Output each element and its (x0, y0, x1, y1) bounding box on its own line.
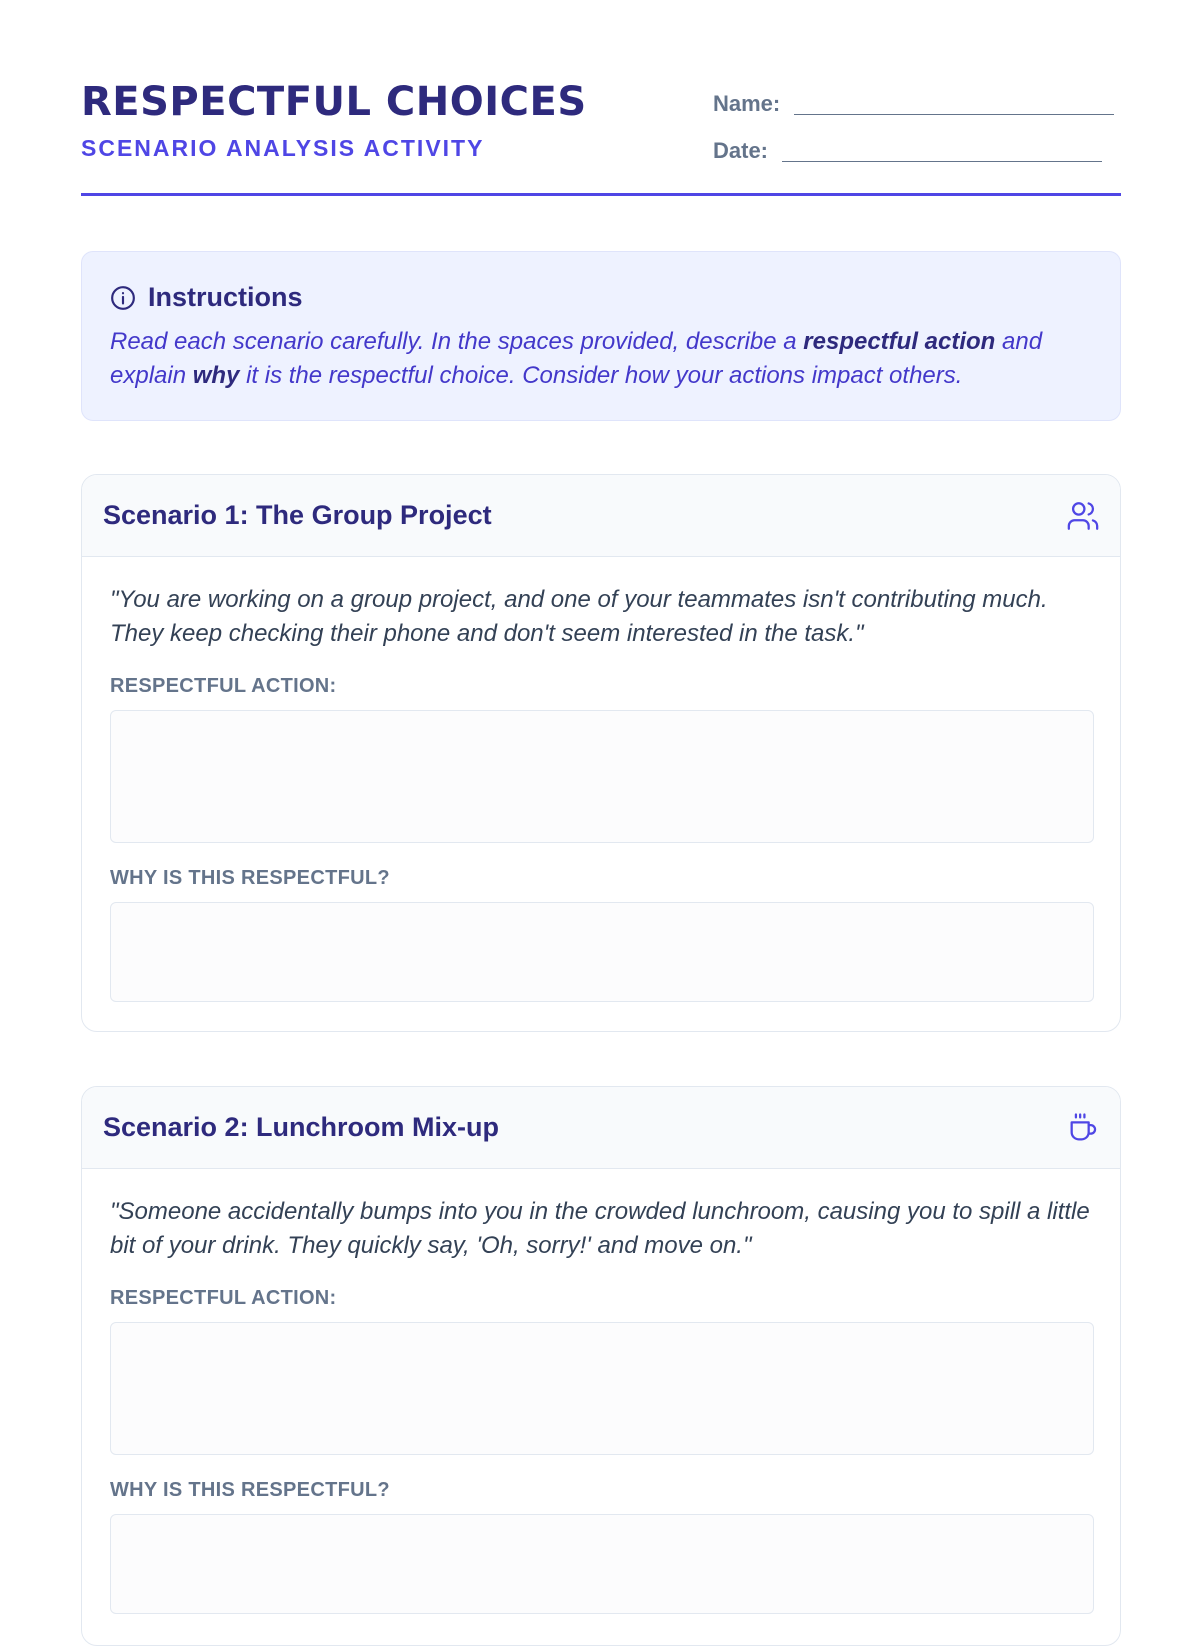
why-respectful-answer-box[interactable] (110, 1514, 1094, 1614)
users-icon (1066, 499, 1100, 533)
respectful-action-label: RESPECTFUL ACTION: (110, 1287, 337, 1309)
name-line[interactable] (794, 86, 1114, 115)
instructions-text-part-1: Read each scenario carefully. In the spaces provided, describe a (110, 328, 804, 355)
why-respectful-answer-box[interactable] (110, 902, 1094, 1002)
instructions-emphasis-action: respectful action (803, 328, 996, 355)
why-respectful-label: WHY IS THIS RESPECTFUL? (110, 867, 390, 889)
instructions-text-part-2: and explain (110, 328, 1043, 389)
respectful-action-answer-box[interactable] (110, 710, 1094, 843)
scenario-card (81, 1086, 1121, 1646)
scenario-title: Scenario 1: The Group Project (103, 500, 492, 530)
scenario-card (81, 474, 1121, 1032)
worksheet-header (81, 0, 1121, 196)
worksheet-subtitle: SCENARIO ANALYSIS ACTIVITY (81, 135, 485, 161)
name-label: Name: (713, 91, 781, 116)
scenario-text: "Someone accidentally bumps into you in the crowded lunchroom, causing you to spill a little bit of your drink. They quickly say, 'Oh, sorry!' and move on." (110, 1198, 1090, 1259)
coffee-cup-icon (1066, 1111, 1100, 1145)
name-field (713, 86, 1114, 115)
respectful-action-answer-box[interactable] (110, 1322, 1094, 1455)
instructions-text-part-3: it is the respectful choice. Consider how your actions impact others. (239, 362, 963, 389)
scenario-body (82, 557, 1120, 1002)
why-respectful-label: WHY IS THIS RESPECTFUL? (110, 1479, 390, 1501)
scenario-header (82, 1087, 1120, 1169)
scenario-title: Scenario 2: Lunchroom Mix-up (103, 1112, 500, 1142)
instructions-text (110, 325, 1092, 393)
worksheet-page (81, 0, 1121, 1501)
instructions-title: Instructions (148, 282, 303, 312)
instructions-emphasis-why: why (192, 362, 240, 389)
date-line[interactable] (782, 133, 1102, 162)
date-label: Date: (713, 138, 769, 163)
scenario-body (82, 1169, 1120, 1614)
instructions-heading (110, 282, 1092, 313)
instructions-box (81, 251, 1121, 421)
respectful-action-label: RESPECTFUL ACTION: (110, 675, 337, 697)
scenario-header (82, 475, 1120, 557)
scenario-text: "You are working on a group project, and one of your teammates isn't contributing much. They keep checking their phone and don't seem interested in the task." (110, 586, 1048, 647)
date-field (713, 133, 1102, 162)
worksheet-title: RESPECTFUL CHOICES (81, 79, 587, 125)
info-icon (110, 285, 136, 311)
